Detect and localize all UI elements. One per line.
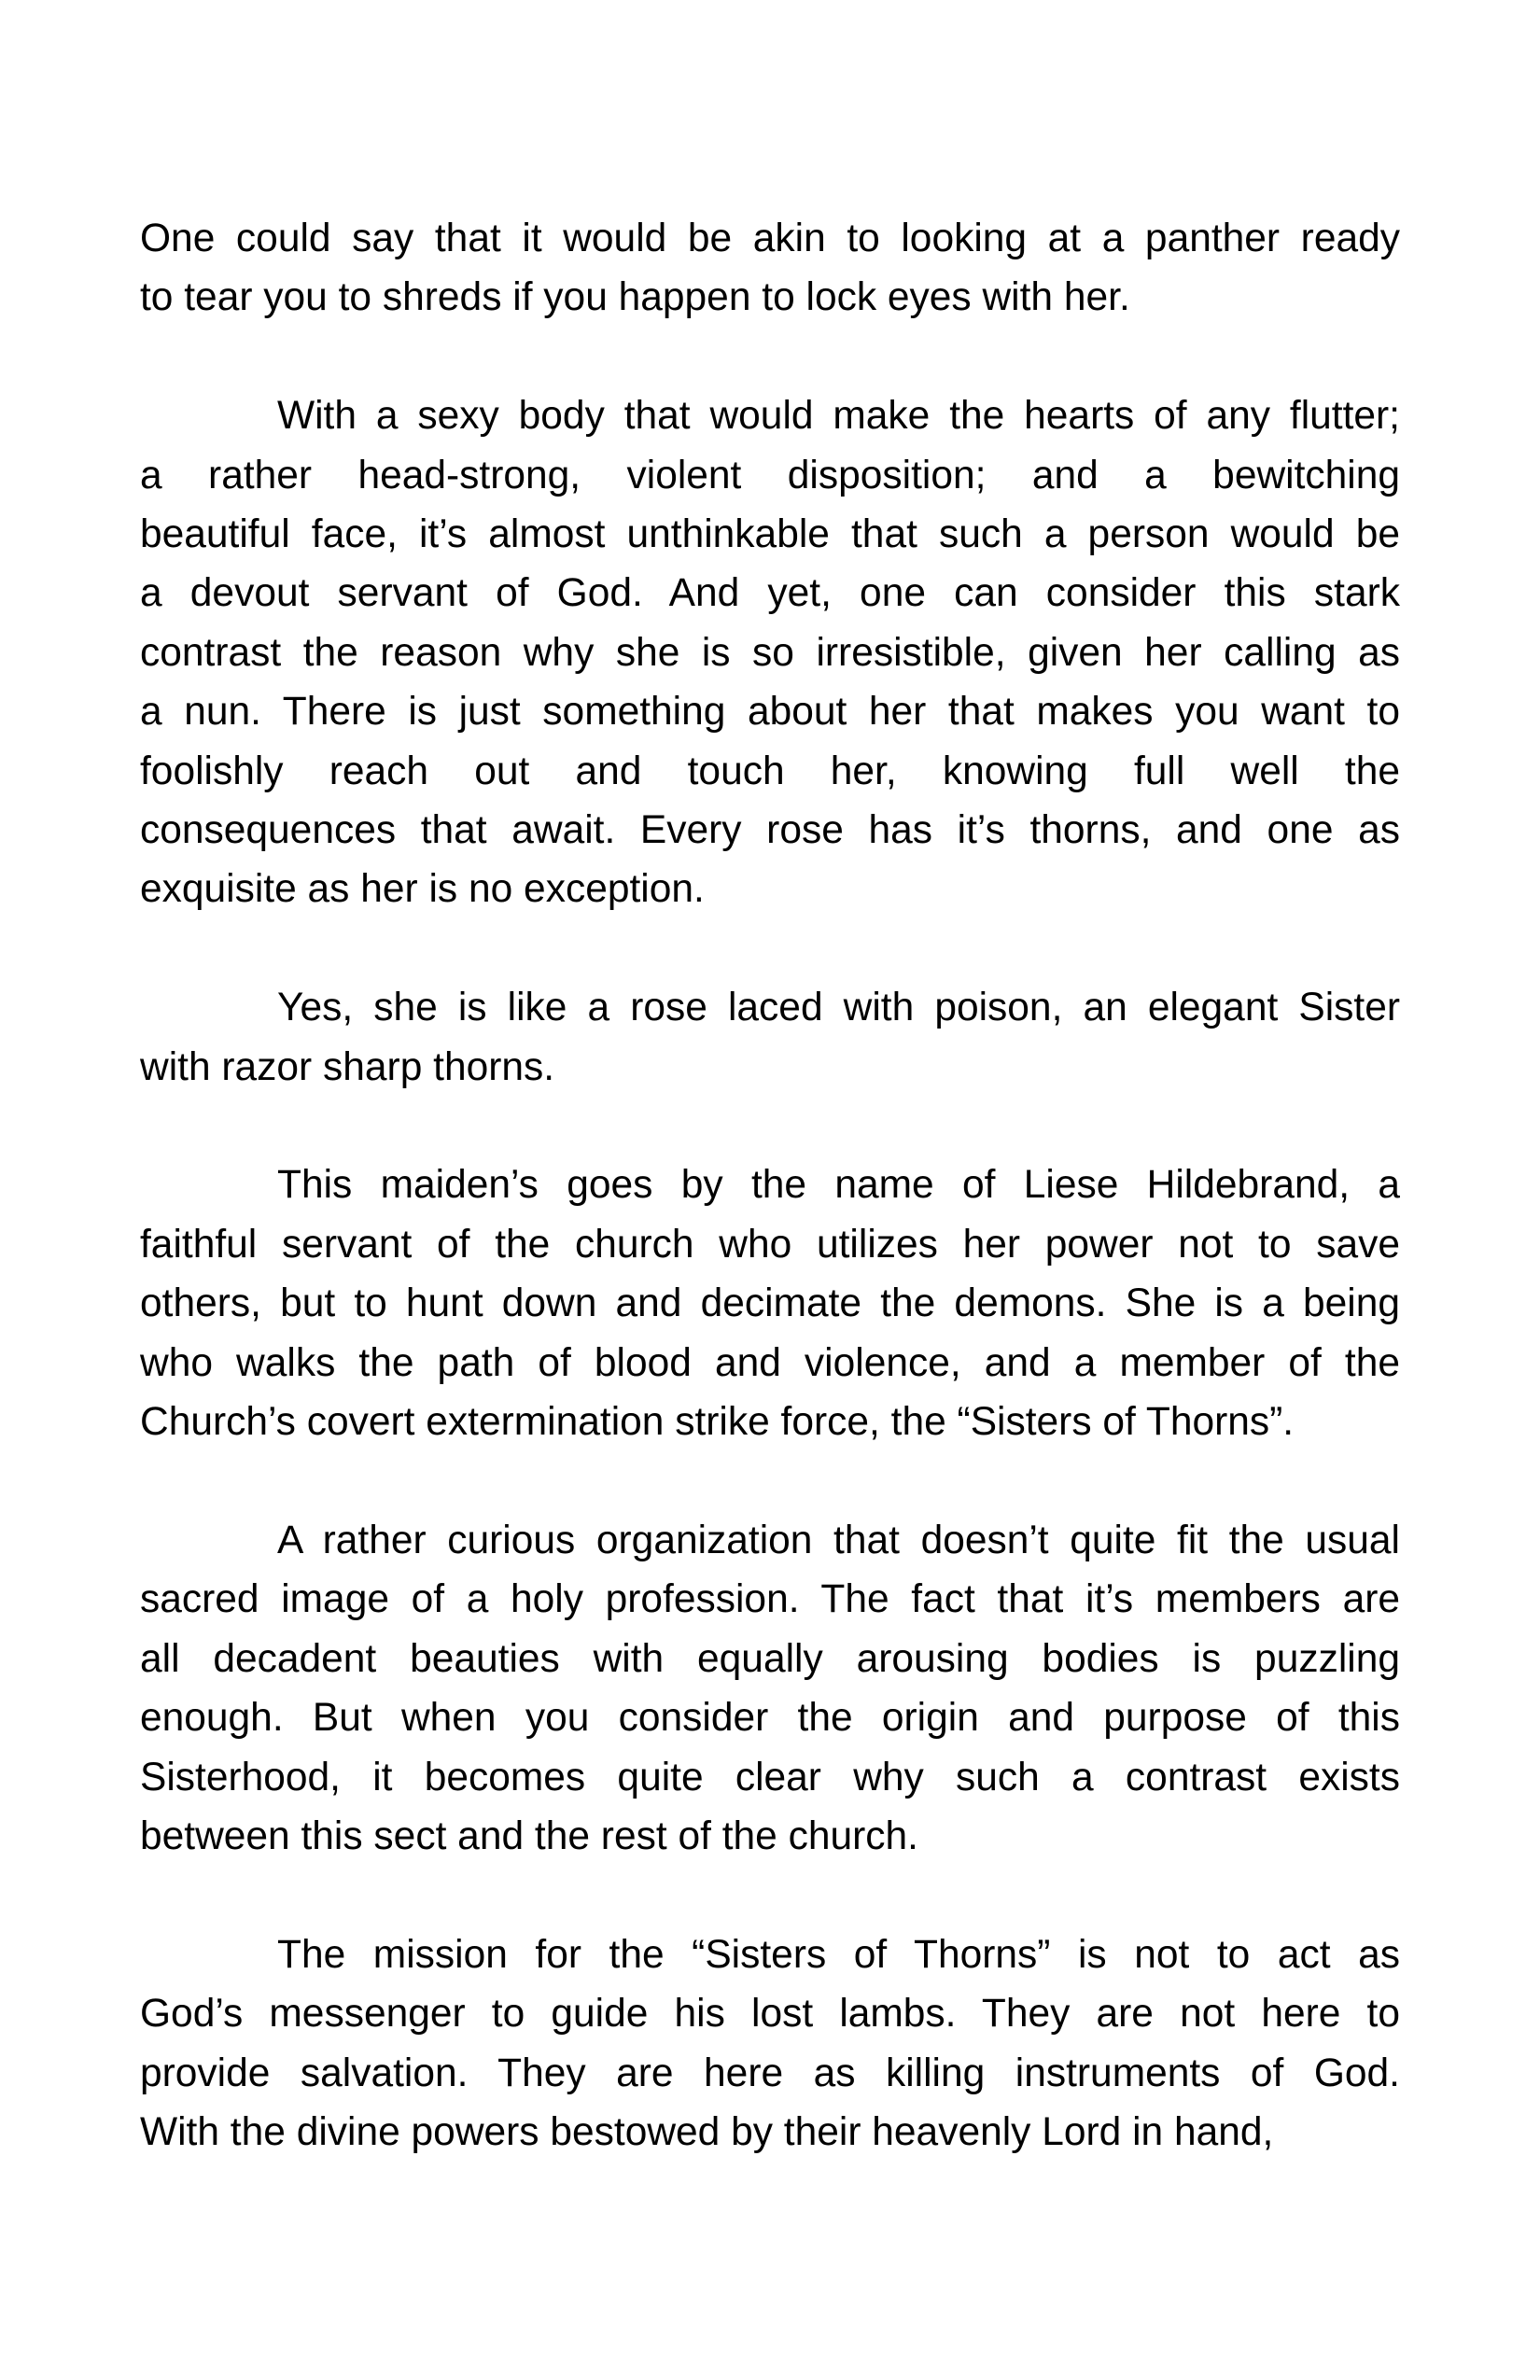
text-line: A rather curious organization that doesn’t quite fit the usual [277, 1518, 1400, 1562]
text-line: With the divine powers bestowed by their heavenly Lord in hand, [140, 2109, 1274, 2154]
paragraph [140, 978, 1400, 1097]
paragraph [140, 1511, 1400, 1866]
paragraph [140, 386, 1400, 919]
paragraph [140, 1155, 1400, 1451]
text-line: This maiden’s goes by the name of Liese Hildebrand, a [277, 1163, 1400, 1208]
text-line: exquisite as her is no exception. [140, 867, 705, 912]
text-line: God’s messenger to guide his lost lambs. They are not here to [140, 1992, 1400, 2037]
paragraph [140, 209, 1400, 328]
text-line: beautiful face, it’s almost unthinkable that such a person would be [140, 512, 1400, 557]
text-line: Sisterhood, it becomes quite clear why such a contrast exists [140, 1755, 1400, 1799]
text-line: who walks the path of blood and violence, and a member of the [140, 1340, 1400, 1385]
text-line: enough. But when you consider the origin and purpose of this [140, 1696, 1400, 1741]
text-line: contrast the reason why she is so irresistible, given her calling as [140, 630, 1400, 675]
text-line: sacred image of a holy profession. The fact that it’s members are [140, 1577, 1400, 1622]
text-line: The mission for the “Sisters of Thorns” is not to act as [277, 1932, 1400, 1977]
text-line: foolishly reach out and touch her, knowing full well the [140, 749, 1400, 793]
text-line: a nun. There is just something about her that makes you want to [140, 690, 1400, 735]
text-line: One could say that it would be akin to looking at a panther ready [140, 217, 1400, 260]
text-line: faithful servant of the church who utilizes her power not to save [140, 1222, 1400, 1267]
text-line: a devout servant of God. And yet, one can consider this stark [140, 571, 1400, 616]
text-line: Church’s covert extermination strike force, the “Sisters of Thorns”. [140, 1400, 1295, 1445]
text-line: to tear you to shreds if you happen to lock eyes with her. [140, 275, 1130, 320]
text-line: between this sect and the rest of the church. [140, 1813, 918, 1858]
text-line: with razor sharp thorns. [140, 1044, 555, 1089]
text-line: all decadent beauties with equally arousing bodies is puzzling [140, 1636, 1400, 1681]
text-line: provide salvation. They are here as killing instruments of God. [140, 2051, 1400, 2095]
text-line: a rather head-strong, violent disposition; and a bewitching [140, 453, 1400, 497]
text-line: consequences that await. Every rose has it’s thorns, and one as [140, 808, 1400, 853]
text-line: others, but to hunt down and decimate the demons. She is a being [140, 1281, 1400, 1326]
text-block [140, 209, 1400, 2162]
text-line: Yes, she is like a rose laced with poison, an elegant Sister [277, 986, 1400, 1030]
paragraph [140, 1925, 1400, 2163]
text-line: With a sexy body that would make the hearts of any flutter; [277, 394, 1400, 439]
